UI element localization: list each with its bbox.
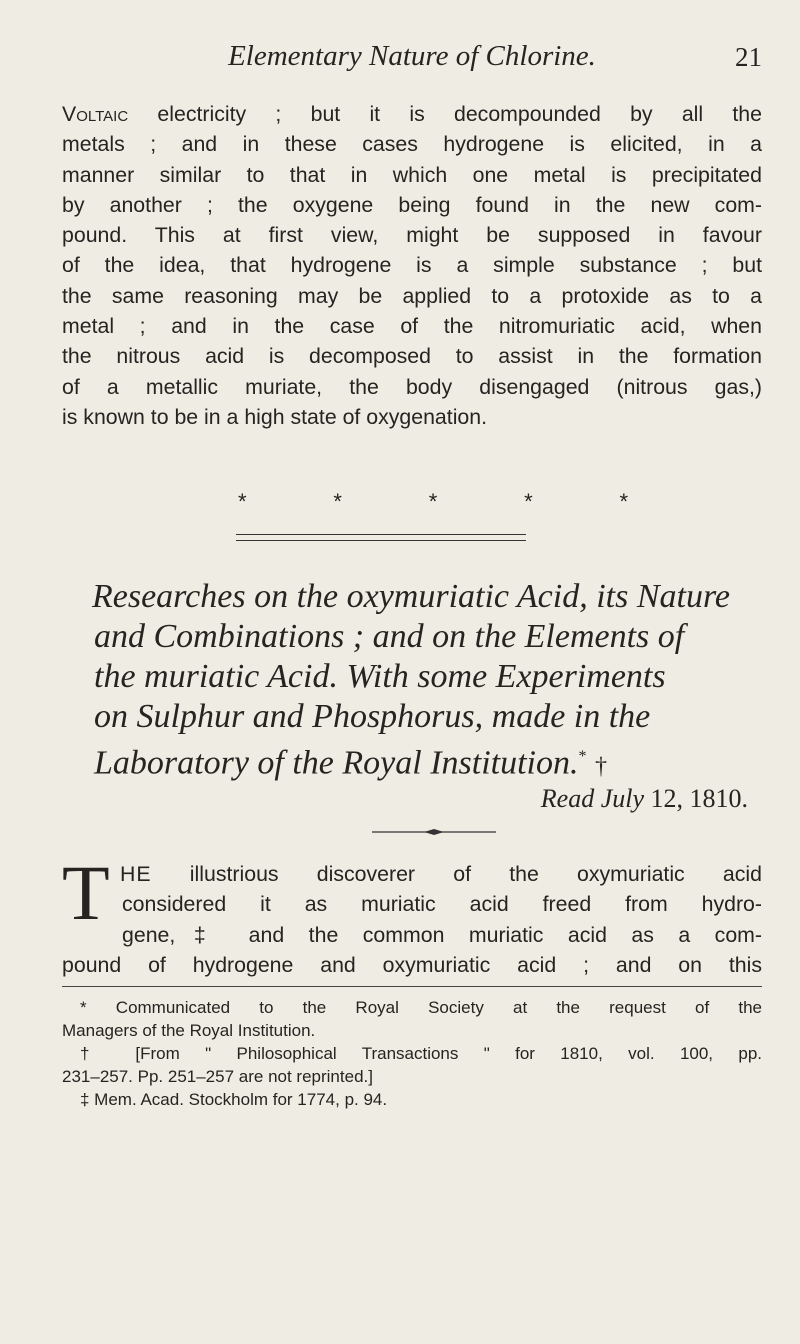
small-caps-lead: Voltaic [62, 102, 129, 126]
text-line: by another ; the oxygene being found in the new com- [62, 192, 762, 217]
paragraph-voltaic [62, 99, 762, 432]
text-line: of a metallic muriate, the body disengaged (nitrous gas,) [62, 374, 762, 399]
footnote-line: ‡ Mem. Acad. Stockholm for 1774, p. 94. [80, 1090, 388, 1109]
text-line: pound of hydrogene and oxymuriatic acid ; and on this [62, 952, 762, 977]
text-line [62, 859, 762, 889]
footnote-line: 231–257. Pp. 251–257 are not reprinted.] [62, 1067, 373, 1086]
title-line: Researches on the oxymuriatic Acid, its Nature [92, 578, 730, 615]
text-span: illustrious discoverer of the oxymuriatic acid [151, 862, 762, 886]
drop-cap: T [62, 849, 110, 936]
text-line: is known to be in a high state of oxygenation. [62, 404, 488, 429]
footnote-rule [62, 986, 762, 987]
text-line: pound. This at first view, might be supposed in favour [62, 223, 762, 248]
title-line-text: Laboratory of the Royal Institution. [94, 744, 579, 782]
read-date-value: 12, 1810. [644, 784, 748, 813]
caps-lead: HE [120, 862, 152, 886]
text-line: metals ; and in these cases hydrogene is elicited, in a [62, 132, 762, 157]
text-line: metal ; and in the case of the nitromuriatic acid, when [62, 314, 762, 339]
asterisk-divider [238, 489, 628, 515]
footnote-mark-star: * [578, 748, 587, 765]
asterisk: * [524, 489, 533, 514]
footnote-mark-dagger: † [594, 753, 607, 780]
read-date [541, 784, 748, 814]
text-line: manner similar to that in which one metal is precipitated [62, 162, 762, 187]
ornament-divider [372, 828, 496, 836]
double-rule-divider [236, 534, 526, 541]
page-number: 21 [735, 42, 762, 72]
text-line: the same reasoning may be applied to a protoxide as to a [62, 283, 762, 308]
text-line: gene,‡ and the common muriatic acid as a com- [122, 922, 762, 947]
title-line: the muriatic Acid. With some Experiments [94, 658, 666, 695]
paragraph-the-illustrious [62, 849, 762, 980]
title-line: on Sulphur and Phosphorus, made in the [94, 698, 651, 735]
article-title [62, 577, 762, 786]
running-title: Elementary Nature of Chlorine. [228, 40, 596, 72]
title-line: and Combinations ; and on the Elements of [94, 618, 685, 655]
page-header [62, 40, 762, 80]
asterisk: * [333, 489, 342, 514]
footnotes [62, 996, 762, 1111]
title-line [62, 737, 762, 786]
asterisk: * [238, 489, 247, 514]
asterisk: * [619, 489, 628, 514]
footnote-line: * Communicated to the Royal Society at the request of the [80, 998, 762, 1017]
text-span: electricity ; but it is decompounded by all the [128, 102, 762, 126]
text-line [62, 99, 762, 129]
asterisk: * [428, 489, 438, 514]
read-date-label: Read July [540, 784, 644, 813]
footnote-line: Managers of the Royal Institution. [62, 1021, 316, 1040]
text-line: considered it as muriatic acid freed from hydro- [122, 892, 762, 917]
text-line: of the idea, that hydrogene is a simple substance ; but [62, 253, 762, 278]
text-line: the nitrous acid is decomposed to assist in the formation [62, 344, 762, 369]
footnote-line: † [From " Philosophical Transactions " for 1810, vol. 100, pp. [80, 1044, 762, 1063]
